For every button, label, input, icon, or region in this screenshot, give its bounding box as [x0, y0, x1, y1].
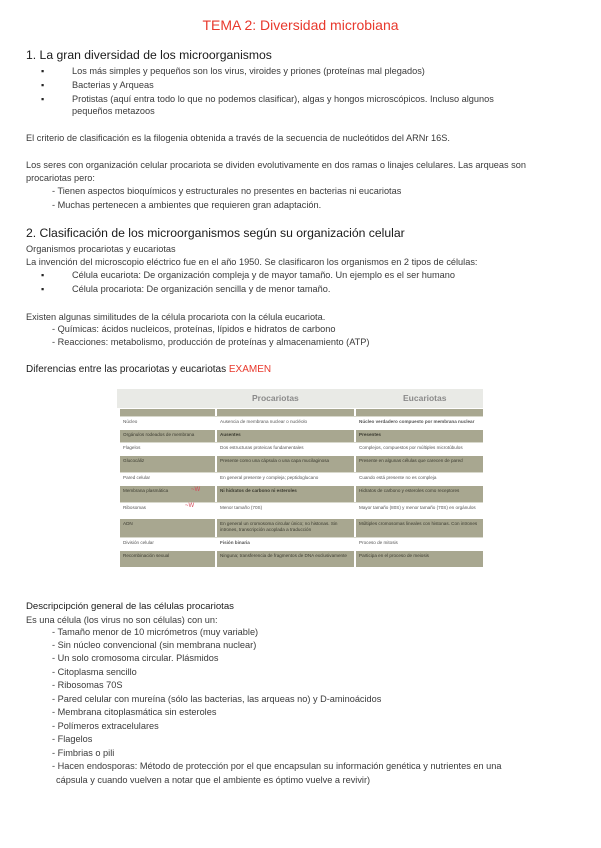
section1-dash-2: - Muchas pertenecen a ambientes que requieren gran adaptación.: [52, 200, 322, 210]
table-row: [120, 537, 483, 550]
table-cell: Cuando está presente no es compleja: [356, 473, 483, 485]
section3-dash: - Fimbrias o pili: [52, 748, 115, 758]
table-cell: Núcleo verdadero compuesto por membrana nuclear: [356, 417, 483, 429]
section1-bullet-3: Protistas (aquí entra todo lo que no podemos clasificar), algas y hongos microscópicos. Incluso algunos: [72, 94, 494, 104]
table-header: [117, 389, 483, 408]
exam-label: EXAMEN: [228, 364, 272, 375]
table-cell: Fisión binaria: [217, 538, 354, 550]
table-row: [120, 518, 483, 537]
table-cell: Ribosomas: [120, 503, 215, 518]
table-cell: Participa en el proceso de meiosis: [356, 551, 483, 567]
table-cell: Presentes: [356, 430, 483, 442]
table-row: [120, 455, 483, 472]
bullet-dot: ▪: [41, 94, 45, 104]
section3-dash: - Un solo cromosoma circular. Plásmidos: [52, 653, 219, 663]
table-cell: Ninguna; transferencia de fragmentos de DNA exclusivamente: [217, 551, 354, 567]
table-cell: Mayor tamaño (80S) y menor tamaño (70S) en orgánulos: [356, 503, 483, 518]
section3-dash: - Membrana citoplasmática sin esteroles: [52, 707, 217, 717]
procariotas-paragraph-line2: procariotas pero:: [26, 173, 95, 183]
section1-dash-1: - Tienen aspectos bioquímicos y estructurales no presentes en bacterias ni eucariotas: [52, 186, 402, 196]
section3-dash: - Citoplasma sencillo: [52, 667, 137, 677]
table-cell: Pared celular: [120, 473, 215, 485]
table-cell: Membrana plasmática: [120, 486, 215, 502]
section3-heading: Descripcipción general de las células procariotas: [26, 601, 234, 612]
table-cell: Presente en algunas células que carecen de pared: [356, 456, 483, 472]
table-row: [120, 485, 483, 502]
section2-intro: La invención del microscopio eléctrico fue en el año 1950. Se clasificaron los organismos en 2 tipos de células:: [26, 257, 478, 267]
bullet-dot: ▪: [41, 270, 45, 280]
handwritten-mark: ~W: [191, 487, 201, 493]
table-row: [120, 502, 483, 518]
section2-heading: 2. Clasificación de los microorganismos según su organización celular: [26, 226, 405, 240]
table-cell: Hidratos de carbono y esteroles como receptores: [356, 486, 483, 502]
table-cell: Menor tamaño (70S): [217, 503, 354, 518]
table-cell: Dos estructuras proteicas fundamentales: [217, 443, 354, 455]
section2-bullet-1: Célula eucariota: De organización compleja y de mayor tamaño. Un ejemplo es el ser humano: [72, 270, 456, 280]
handwritten-mark: ~W: [185, 503, 195, 509]
table-cell: Presente como una cápsula o una capa mucilaginosa: [217, 456, 354, 472]
similitudes-paragraph: Existen algunas similitudes de la célula procariota con la célula eucariota.: [26, 312, 326, 322]
table-row: [120, 416, 483, 429]
section2-bullet-2: Célula procariota: De organización sencilla y de menor tamaño.: [72, 284, 331, 294]
table-cell: Glucocáliz: [120, 456, 215, 472]
diferencias-heading: [26, 364, 271, 375]
col-eucariotas: Eucariotas: [403, 393, 447, 403]
section3-intro: Es una célula (los virus no son células) con un:: [26, 615, 218, 625]
table-cell: Recombinación sexual: [120, 551, 215, 567]
criterio-paragraph: El criterio de clasificación es la filogenia obtenida a través de la secuencia de nucleótidos del ARNr 16S.: [26, 133, 450, 143]
table-cell: [356, 409, 483, 416]
table-cell: División celular: [120, 538, 215, 550]
table-row: [120, 429, 483, 442]
bullet-dot: ▪: [41, 80, 45, 90]
section1-bullet-1: Los más simples y pequeños son los virus, viroides y priones (proteínas mal plegados): [72, 66, 425, 76]
table-cell: Flagelos: [120, 443, 215, 455]
diferencias-heading-text: Diferencias entre las procariotas y eucariotas: [26, 364, 229, 375]
section3-dash: - Ribosomas 70S: [52, 680, 123, 690]
table-cell: [217, 409, 354, 416]
section3-dash: - Polímeros extracelulares: [52, 721, 159, 731]
section3-dash: - Sin núcleo convencional (sin membrana nuclear): [52, 640, 257, 650]
table-cell: Proceso de mitosis: [356, 538, 483, 550]
bullet-dot: ▪: [41, 284, 45, 294]
table-cell: Ausencia de membrana nuclear o nucléolo: [217, 417, 354, 429]
table-cell: Orgánulos rodeados de membrana: [120, 430, 215, 442]
comparison-table: [117, 389, 483, 578]
table-row-spacer: [120, 408, 483, 416]
section2-subheading: Organismos procariotas y eucariotas: [26, 244, 176, 254]
col-procariotas: Procariotas: [252, 393, 299, 403]
section3-dash: - Hacen endosporas: Método de protección por el que encapsulan su información genética y nutrientes en una: [52, 761, 502, 771]
table-cell: Núcleo: [120, 417, 215, 429]
table-row: [120, 472, 483, 485]
table-cell: Complejos, compuestos por múltiples microtúbulos: [356, 443, 483, 455]
section1-bullet-3-cont: pequeños metazoos: [72, 106, 155, 116]
table-cell: Ni hidratos de carbono ni esteroles: [217, 486, 354, 502]
bullet-dot: ▪: [41, 66, 45, 76]
table-cell: [120, 409, 215, 416]
table-cell: En general un cromosoma circular único; no histonas. Sin intrones, transcripción acoplada a traducción: [217, 519, 354, 537]
section2-dash-1: - Químicas: ácidos nucleicos, proteínas, lípidos e hidratos de carbono: [52, 324, 336, 334]
table-cell: En general presente y compleja; peptidoglucano: [217, 473, 354, 485]
page-title: TEMA 2: Diversidad microbiana: [202, 17, 399, 33]
table-row: [120, 442, 483, 455]
section1-heading: 1. La gran diversidad de los microorganismos: [26, 48, 272, 62]
section2-dash-2: - Reacciones: metabolismo, producción de proteínas y almacenamiento (ATP): [52, 337, 370, 347]
section3-last-line: cápsula y cuando vuelven a notar que el ambiente es óptimo vuelve a revivir): [56, 775, 371, 785]
table-cell: ADN: [120, 519, 215, 537]
section3-dash: - Pared celular con mureína (sólo las bacterias, las arqueas no) y D-aminoácidos: [52, 694, 382, 704]
section1-bullet-2: Bacterias y Arqueas: [72, 80, 154, 90]
table-cell: Ausentes: [217, 430, 354, 442]
section3-dash: - Flagelos: [52, 734, 93, 744]
table-row: [120, 550, 483, 567]
table-cell: Múltiples cromosomas lineales con histonas. Con intrones: [356, 519, 483, 537]
procariotas-paragraph-line1: Los seres con organización celular procariota se dividen evolutivamente en dos ramas o linajes celulares. Las arqueas son: [26, 160, 526, 170]
section3-dash: - Tamaño menor de 10 micrómetros (muy variable): [52, 627, 259, 637]
